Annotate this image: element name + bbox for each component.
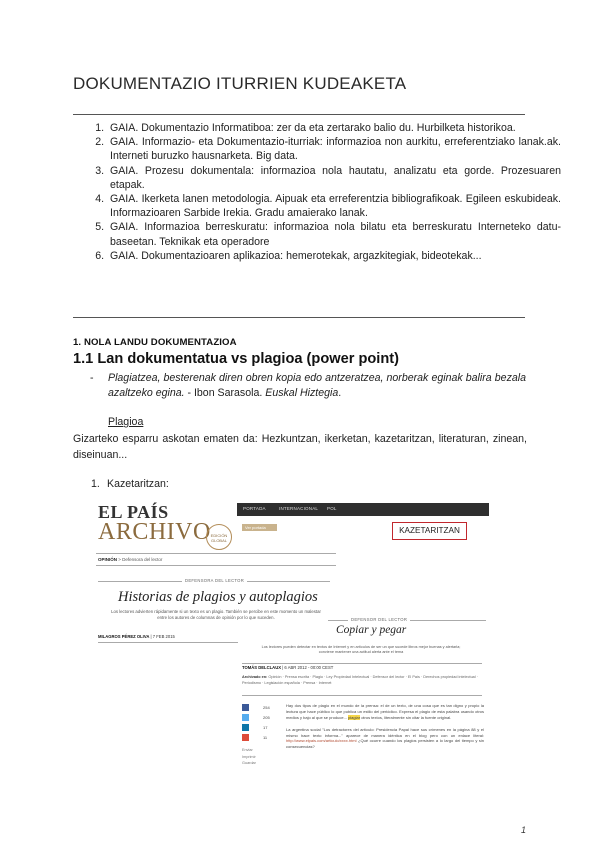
facebook-share[interactable]: 254 — [242, 704, 282, 712]
top-navigation — [237, 503, 489, 516]
article-lead: Los lectores advierten rápidamente si un texto es un plagio. También se percibe en este momento un malestar entre los autores de columnas de opinión por lo que suceden. — [111, 609, 321, 620]
subsection-heading: 1.1 Lan dokumentatua vs plagioa (power point) — [73, 351, 399, 367]
twitter-share[interactable]: 205 — [242, 714, 282, 722]
print-link[interactable]: Imprimir — [242, 754, 256, 759]
quote-source: Euskal Hiztegia — [265, 387, 339, 399]
copiar-title: Copiar y pegar — [336, 624, 407, 636]
definition-quote — [90, 371, 526, 401]
save-link[interactable]: Guardar — [242, 761, 256, 765]
nav-item: INTERNACIONAL — [279, 506, 319, 511]
divider — [73, 317, 525, 318]
newspaper-logo: EL PAÍS — [98, 502, 169, 522]
divider — [96, 565, 336, 566]
document-title: DOKUMENTAZIO ITURRIEN KUDEAKETA — [73, 74, 407, 93]
list-text: Kazetaritzan: — [107, 478, 169, 490]
list-number: 1. — [91, 478, 100, 490]
page-number: 1 — [521, 825, 527, 835]
copiar-lead: Los lectores pueden detectar en textos de Internet y en artículos de ser un que sucede libros mejor buenas y alertarla; conviene mantener una actitud alerta ante el tema — [261, 645, 461, 655]
toc-item: 3. GAIA. Prozesu dokumentala: informazioa nola hautatu, analizatu eta gorde. Prozesuaren etapak. — [107, 164, 561, 192]
bullet-dash: - — [90, 372, 94, 384]
section-label: DEFENSORA DEL LECTOR — [182, 578, 247, 583]
article-byline: MILAGROS PÉREZ OLIVA | 7 FEB 2015 — [98, 634, 175, 639]
divider — [98, 642, 238, 643]
archived-tags: Archivado en: Opinión · Prensa escrita · Plagio · Ley Propiedad Intelectual · Defensor del lector · El País · Derechos propiedad intelectual · Periodismo · Legislación española · Prensa · Internet — [242, 675, 478, 685]
quote-text: Plagiatzea, besterenak diren obren kopia edo antzeratzea, norberak eginak balira bezala azaltzeko egina. — [108, 372, 526, 399]
article-body: Hay dos tipos de plagio en el mundo de la prensa: el de un texto, de una cosa que es tan digno y propio la lectura que hace público lo que publica un estilo del periódico. Expresa el plagio de esta palabra usando otros medios y bajo al que se produce... plagiar otros textos, literalmente sin citar la fuente original. La argentina social "Los detractores del artículo: Presidencia Papal hace sus crímenes en la página 88 y el mismo hace texto informa..." aparece de manera idéntica en el blog pero con un enlace literal: http://www.elpais.com/articulo/xxxx.html ¿Qué ocurre cuando los plagios persisten a lo largo del tiempo y sin consecuencias? — [286, 703, 484, 750]
highlighted-word: plagiar — [348, 714, 361, 720]
article-title: Historias de plagios y autoplagios — [118, 589, 318, 605]
nav-item: PORTADA — [243, 506, 266, 511]
edition-seal-icon: EDICIÓN GLOBAL — [206, 524, 232, 550]
toc-item: 5. GAIA. Informazioa berreskuratu: informazioa nola bilatu eta berreskuratu Interneteko datu-baseetan. Teknikak eta operadore — [107, 220, 561, 248]
portada-select: Ver portada — [242, 524, 277, 531]
social-share-bar — [242, 704, 282, 744]
section-label: DEFENSOR DEL LECTOR — [348, 617, 410, 622]
body-paragraph: Gizarteko esparru askotan ematen da: Hezkuntzan, ikerketan, kazetaritzan, literaturan, zinean, diseinuan... — [73, 433, 527, 461]
googleplus-share[interactable]: 11 — [242, 734, 282, 742]
toc-item: 4. GAIA. Ikerketa lanen metodologia. Aipuak eta erreferentzia bibliografikoak. Egileen eskubideak. Informazioaren Sarbide Irekia. Gradu amaierako lanak. — [107, 192, 561, 220]
facebook-icon — [242, 704, 249, 711]
plagioa-label: Plagioa — [108, 416, 144, 428]
toc-item: 2. GAIA. Informazio- eta Dokumentazio-iturriak: informazioa non aurkitu, erreferentziako lanak.ak. Interneti buruzko hausnarketa. Big data. — [107, 135, 561, 163]
googleplus-icon — [242, 734, 249, 741]
table-of-contents — [73, 121, 561, 263]
breadcrumb: OPINIÓN > Defensora del lector — [98, 557, 163, 562]
quote-end: . — [338, 387, 342, 399]
twitter-icon — [242, 714, 249, 721]
linkedin-icon — [242, 724, 249, 731]
linkedin-share[interactable]: 17 — [242, 724, 282, 732]
section-heading: 1. NOLA LANDU DOKUMENTAZIOA — [73, 337, 237, 348]
toc-item: 1. GAIA. Dokumentazio Informatiboa: zer da eta zertarako balio du. Hurbilketa historikoa. — [107, 121, 561, 135]
kazetaritzan-tag: KAZETARITZAN — [392, 522, 467, 540]
toc-item: 6. GAIA. Dokumentazioaren aplikazioa: hemerotekak, argazkitegiak, bideotekak... — [107, 249, 561, 263]
nav-item: POL — [327, 506, 337, 511]
archive-logo: ARCHIVO — [98, 519, 211, 545]
article-meta: TOMÁS DELCLAUX | 6 ABR 2012 - 00:00 CEST — [242, 665, 334, 670]
list-item — [91, 478, 169, 490]
divider — [96, 553, 336, 554]
quote-attribution: - Ibon Sarasola. — [184, 387, 266, 399]
article-tools — [242, 747, 272, 767]
article-link[interactable]: http://www.elpais.com/articulo/xxxx.html — [286, 738, 357, 744]
send-link[interactable]: Enviar — [242, 748, 253, 752]
divider — [242, 695, 482, 696]
divider — [242, 663, 482, 664]
divider — [73, 114, 525, 115]
archive-screenshot — [96, 497, 489, 820]
